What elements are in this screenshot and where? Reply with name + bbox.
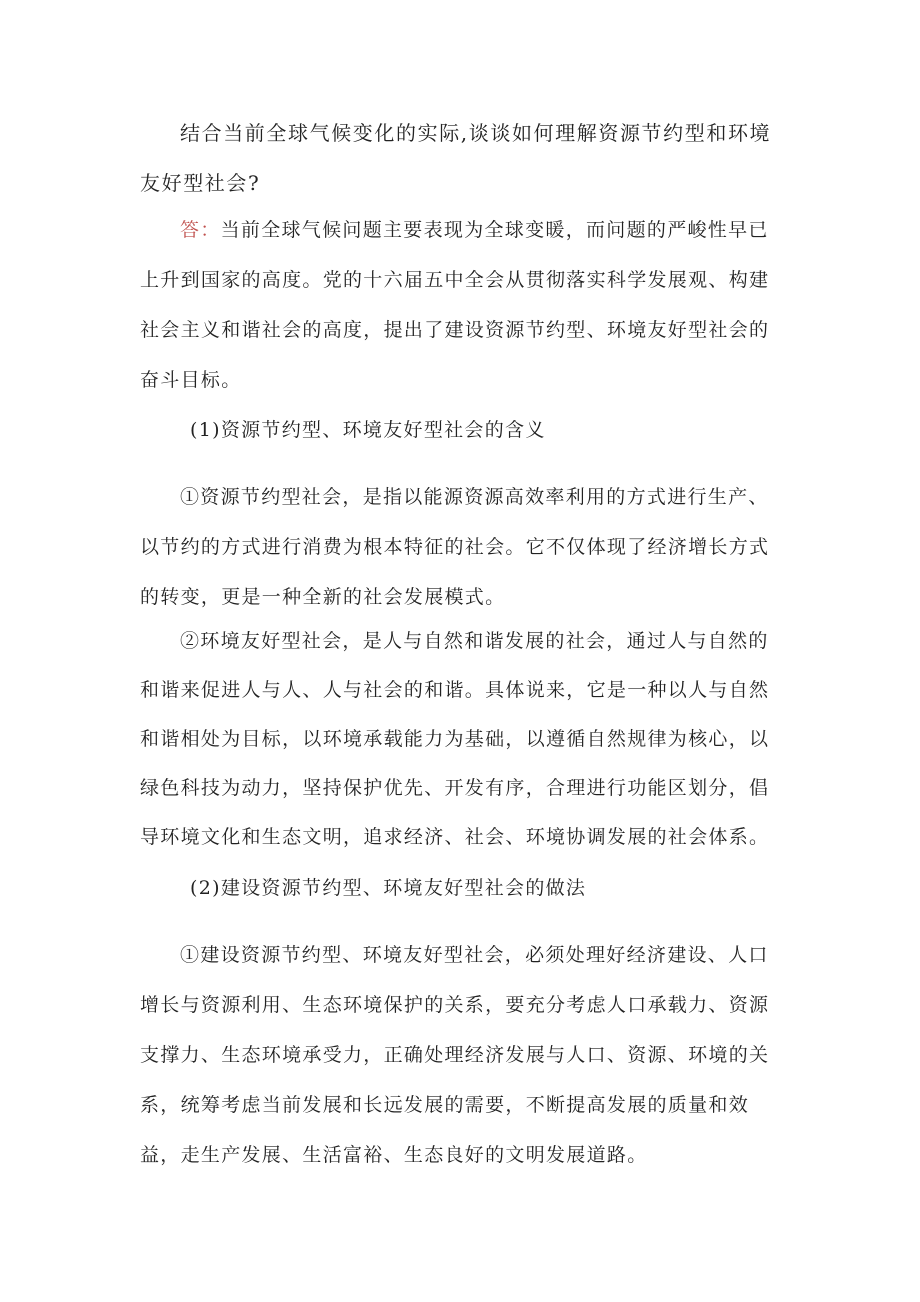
section1-item-1: ①资源节约型社会，是指以能源资源高效率利用的方式进行生产、以节约的方式进行消费为根本特征的社会。它不仅体现了经济增长方式的转变，更是一种全新的社会发展模式。 [140, 486, 770, 608]
section2-heading: (2)建设资源节约型、环境友好型社会的做法 [190, 877, 587, 899]
answer-label: 答： [180, 219, 221, 241]
answer-text: 当前全球气候问题主要表现为全球变暖，而问题的严峻性早已上升到国家的高度。党的十六届五中全会从贯彻落实科学发展观、构建社会主义和谐社会的高度，提出了建设资源节约型、环境友好型社会的奋斗目标。 [140, 219, 770, 391]
answer-paragraph [140, 205, 785, 405]
question-text: 结合当前全球气候变化的实际,谈谈如何理解资源节约型和环境友好型社会? [140, 121, 772, 195]
section1-item-2: ②环境友好型社会，是人与自然和谐发展的社会，通过人与自然的和谐来促进人与人、人与社会的和谐。具体说来，它是一种以人与自然和谐相处为目标，以环境承载能力为基础，以遵循自然规律为核心，以绿色科技为动力，坚持保护优先、开发有序，合理进行功能区划分，倡导环境文化和生态文明，追求经济、社会、环境协调发展的社会体系。 [140, 630, 770, 848]
section1-heading: (1)资源节约型、环境友好型社会的含义 [190, 419, 546, 441]
section2-item-1: ①建设资源节约型、环境友好型社会，必须处理好经济建设、人口增长与资源利用、生态环境保护的关系，要充分考虑人口承载力、资源支撑力、生态环境承受力，正确处理经济发展与人口、资源、环境的关系，统筹考虑当前发展和长远发展的需要，不断提高发展的质量和效益，走生产发展、生活富裕、生态良好的文明发展道路。 [140, 944, 770, 1166]
